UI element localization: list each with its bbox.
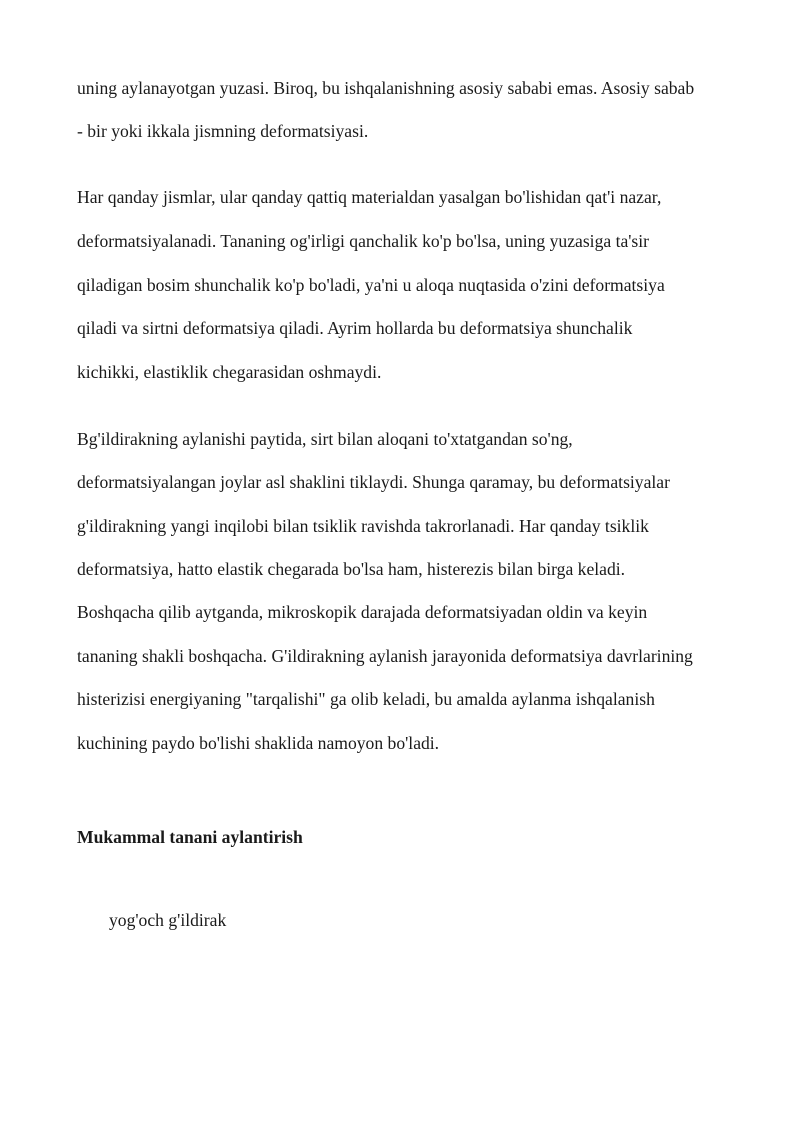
section-heading: Mukammal tanani aylantirish	[77, 827, 303, 847]
text-line: qiladi va sirtni deformatsiya qiladi. Ayrim hollarda bu deformatsiya shunchalik	[77, 318, 633, 338]
text-line: deformatsiyalangan joylar asl shaklini tiklaydi. Shunga qaramay, bu deformatsiyalar	[77, 472, 670, 492]
text-line: Har qanday jismlar, ular qanday qattiq materialdan yasalgan bo'lishidan qat'i nazar,	[77, 187, 662, 207]
text-line: - bir yoki ikkala jismning deformatsiyasi.	[77, 121, 369, 141]
text-line: Bg'ildirakning aylanishi paytida, sirt bilan aloqani to'xtatgandan so'ng,	[77, 429, 573, 449]
text-line: uning aylanayotgan yuzasi. Biroq, bu ishqalanishning asosiy sababi emas. Asosiy sabab	[77, 78, 695, 98]
text-line: deformatsiyalanadi. Tananing og'irligi qanchalik ko'p bo'lsa, uning yuzasiga ta'sir	[77, 231, 650, 251]
text-line: deformatsiya, hatto elastik chegarada bo'lsa ham, histerezis bilan birga keladi.	[77, 559, 626, 579]
text-line: tananing shakli boshqacha. G'ildirakning aylanish jarayonida deformatsiya davrlarining	[77, 646, 693, 666]
text-line: kuchining paydo bo'lishi shaklida namoyon bo'ladi.	[77, 733, 440, 753]
text-line: qiladigan bosim shunchalik ko'p bo'ladi, ya'ni u aloqa nuqtasida o'zini deformatsiya	[77, 275, 665, 295]
image-caption: yog'och g'ildirak	[109, 910, 227, 930]
text-line: g'ildirakning yangi inqilobi bilan tsiklik ravishda takrorlanadi. Har qanday tsiklik	[77, 516, 649, 536]
text-line: Boshqacha qilib aytganda, mikroskopik darajada deformatsiyadan oldin va keyin	[77, 602, 648, 622]
text-line: kichikki, elastiklik chegarasidan oshmaydi.	[77, 362, 382, 382]
text-line: histerizisi energiyaning "tarqalishi" ga olib keladi, bu amalda aylanma ishqalanish	[77, 689, 655, 709]
